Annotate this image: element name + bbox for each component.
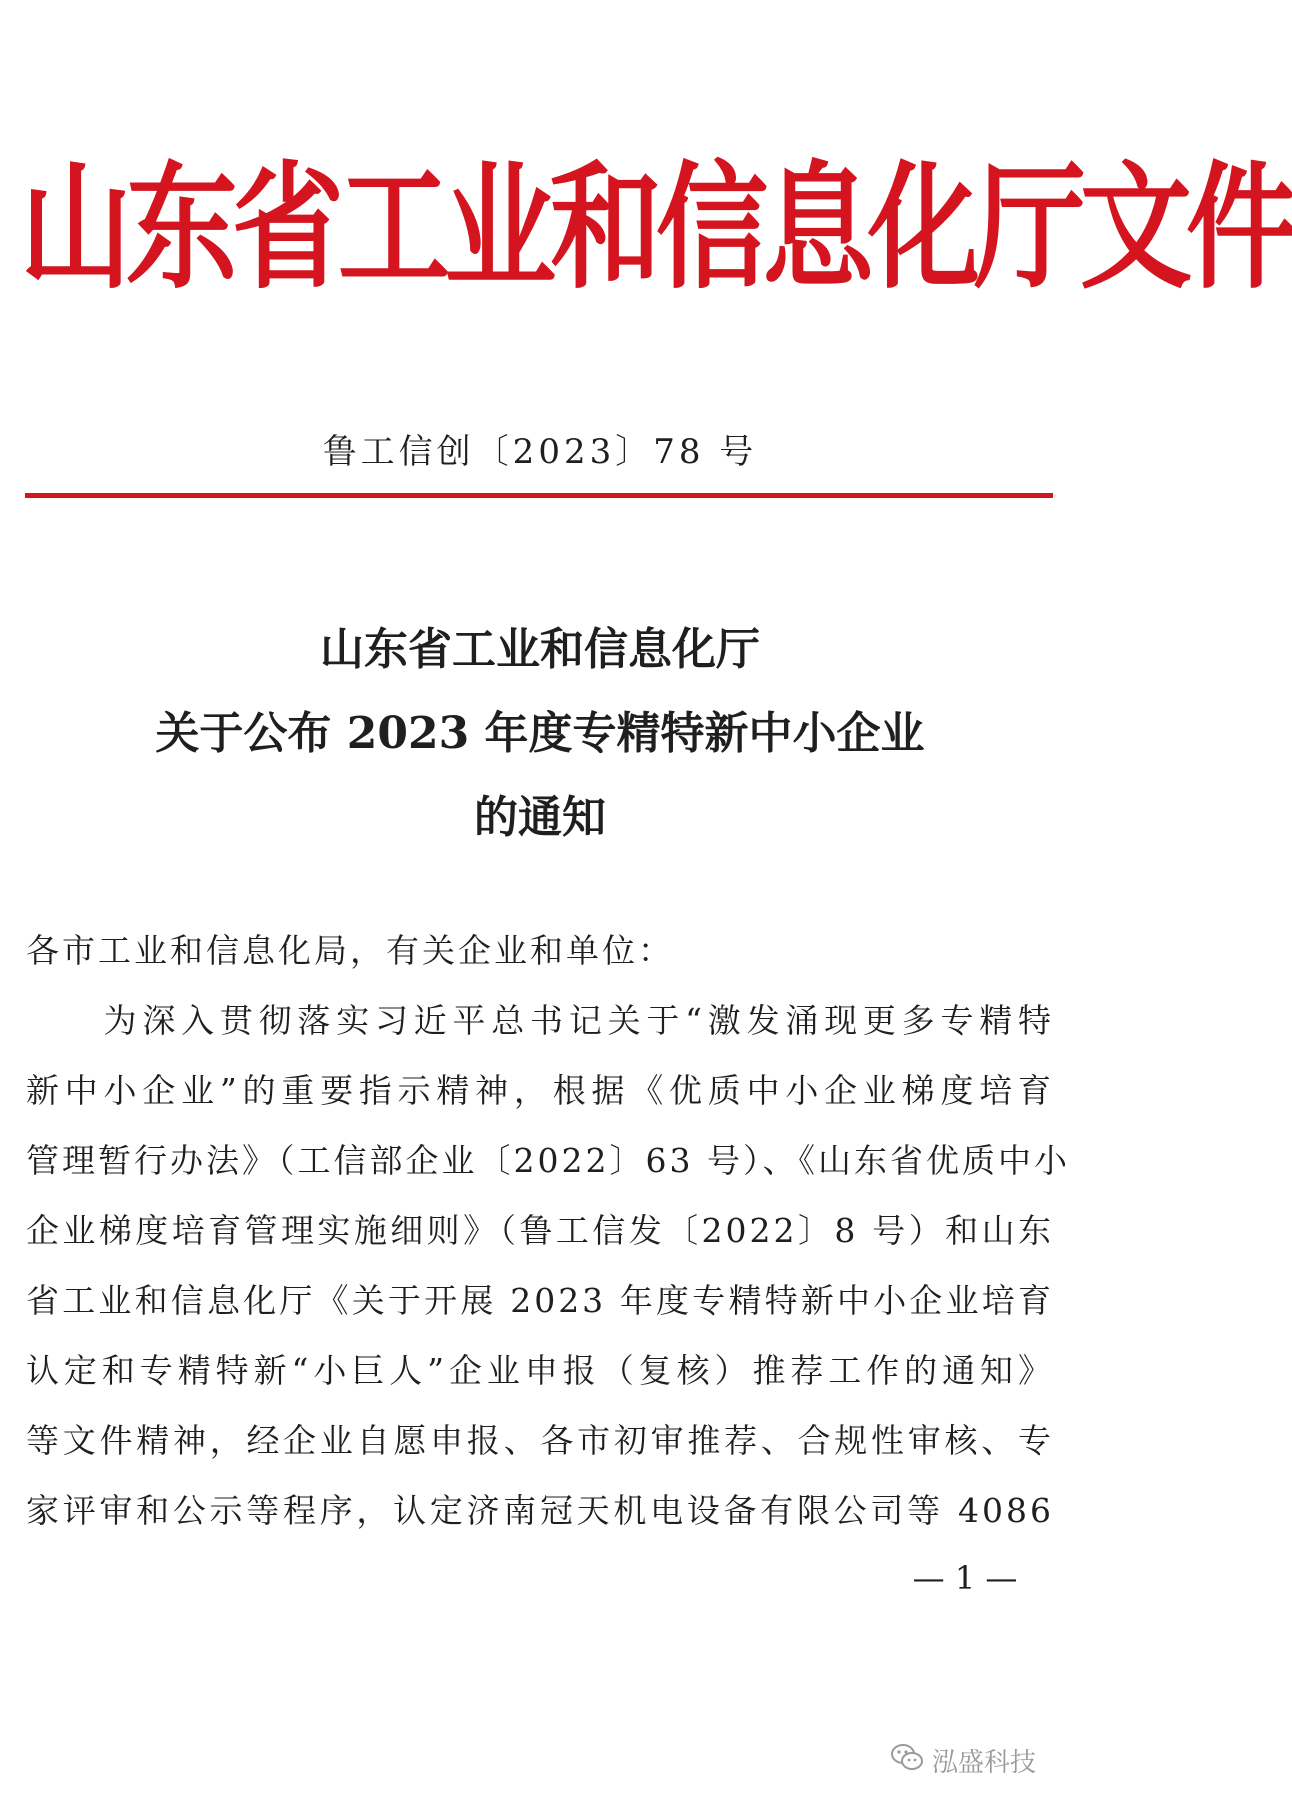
title-line: 关于公布 2023 年度专精特新中小企业 xyxy=(155,708,925,759)
notice-body xyxy=(26,916,1070,1546)
document-number: 鲁工信创〔2023〕78 号 xyxy=(322,432,758,472)
page-number: — 1 — xyxy=(912,1559,1018,1597)
watermark xyxy=(890,1740,1036,1780)
body-line: 新中小企业”的重要指示精神，根据《优质中小企业梯度培育 xyxy=(26,1071,1054,1110)
watermark-text: 泓盛科技 xyxy=(932,1747,1037,1778)
body-line: 为深入贯彻落实习近平总书记关于“激发涌现更多专精特 xyxy=(26,1001,1054,1040)
wechat-icon xyxy=(890,1742,924,1779)
title-line: 的通知 xyxy=(474,792,606,843)
body-line: 等文件精神，经企业自愿申报、各市初审推荐、合规性审核、专 xyxy=(26,1421,1054,1460)
body-line: 企业梯度培育管理实施细则》（鲁工信发〔2022〕8 号）和山东 xyxy=(26,1211,1054,1250)
masthead-title: 山东省工业和信息化厅文件 xyxy=(20,148,1292,308)
body-line: 认定和专精特新“小巨人”企业申报（复核）推荐工作的通知》 xyxy=(26,1351,1054,1390)
notice-title xyxy=(0,608,1080,860)
body-line: 管理暂行办法》（工信部企业〔2022〕63 号）、《山东省优质中小 xyxy=(26,1141,1070,1180)
body-line: 家评审和公示等程序，认定济南冠天机电设备有限公司等 4086 xyxy=(26,1491,1054,1530)
red-divider-line xyxy=(25,493,1053,498)
salutation: 各市工业和信息化局，有关企业和单位： xyxy=(26,931,674,970)
title-line: 山东省工业和信息化厅 xyxy=(320,624,760,675)
body-line: 省工业和信息化厅《关于开展 2023 年度专精特新中小企业培育 xyxy=(26,1281,1054,1320)
